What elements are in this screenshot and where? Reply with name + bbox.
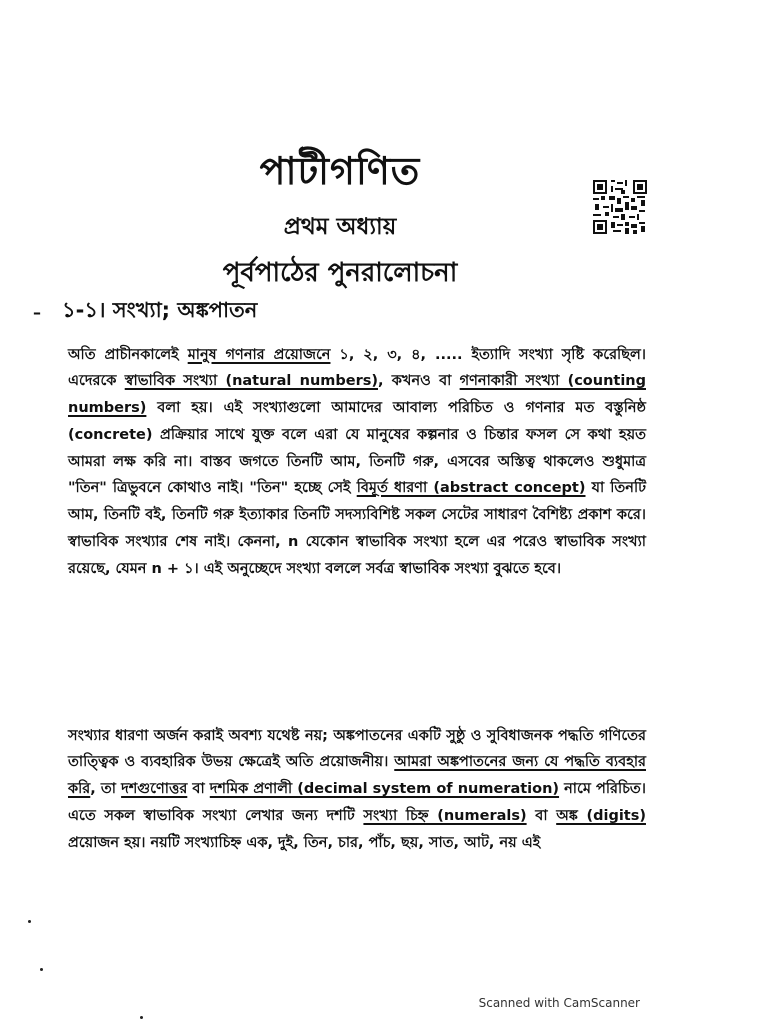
para2-underline-1: আমরা অঙ্কপাতনের জন্য যে পদ্ধতি ব্যবহার করি — [68, 754, 646, 798]
margin-dash: – — [33, 303, 41, 322]
para2-underline-5: অঙ্ক (digits) — [556, 807, 646, 824]
para1-text-4: বলা হয়। এই সংখ্যাগুলো আমাদের আবাল্য পরিচিত ও গণনার মত বস্তুনিষ্ঠ (concrete) প্রক্রিয়ার সাথে যুক্ত বলে এরা যে মানুষের কল্পনার ও চিন্তার ফসল সে কথা হয়ত আমরা লক্ষ করি না। বাস্তব জগতে তিনটি আম, তিনটি গরু, এসবের অস্তিত্ব থাকলেও শুধুমাত্র "তিন" ত্রিভুবনে কোথাও নাই। "তিন" হচ্ছে সেই — [68, 400, 646, 497]
paragraph-natural-numbers — [68, 342, 646, 583]
para2-underline-2: দশগুণোত্তর — [121, 781, 188, 798]
para1-underline-1: মানুষ গণনার প্রয়োজনে — [187, 346, 331, 363]
chapter-heading: প্রথম অধ্যায় — [283, 214, 397, 240]
para1-text-3: , কখনও বা — [378, 373, 460, 390]
para1-text-1: অতি প্রাচীনকালেই — [68, 346, 188, 363]
para2-text-6: প্রয়োজন হয়। নয়টি সংখ্যাচিহ্ন এক, দুই, তিন, চার, পাঁচ, ছয়, সাত, আট, নয় এই — [68, 834, 541, 851]
scanner-watermark: Scanned with CamScanner — [478, 996, 640, 1010]
chapter-subtitle: পূর্বপাঠের পুনরালোচনা — [222, 258, 458, 288]
scan-speck — [40, 968, 43, 971]
qr-code-icon — [591, 178, 649, 236]
para2-underline-4: সংখ্যা চিহ্ন (numerals) — [363, 807, 527, 824]
section-heading: ১-১। সংখ্যা; অঙ্কপাতন — [62, 298, 258, 322]
para2-text-5: বা — [526, 807, 557, 824]
page-title: পাটীগণিত — [259, 149, 421, 193]
para2-text-3: বা — [187, 781, 210, 798]
scan-speck — [28, 920, 31, 923]
para1-text-5: যা তিনটি আম, তিনটি বই, তিনটি গরু ইত্যাকার তিনটি সদস্যবিশিষ্ট সকল সেটের সাধারণ বৈশিষ্ট্য প্রকাশ করে। স্বাভাবিক সংখ্যার শেষ নাই। কেননা, n যেকোন স্বাভাবিক সংখ্যা হলে এর পরেও স্বাভাবিক সংখ্যা রয়েছে, যেমন n + ১। এই অনুচ্ছেদে সংখ্যা বললে সর্বত্র স্বাভাবিক সংখ্যা বুঝতে হবে। — [68, 480, 646, 577]
para1-underline-4: বিমূর্ত ধারণা (abstract concept) — [356, 480, 586, 497]
para1-underline-2: স্বাভাবিক সংখ্যা (natural numbers) — [124, 373, 378, 390]
para1-text-2: ১, ২, ৩, ৪, ..... ইত্যাদি সংখ্যা সৃষ্টি করেছিল। এদেরকে — [68, 346, 646, 390]
para2-text-1: সংখ্যার ধারণা অর্জন করাই অবশ্য যথেষ্ট নয়; অঙ্কপাতনের একটি সুষ্ঠু ও সুবিধাজনক পদ্ধতি গণিতের তাত্ত্বিক ও ব্যবহারিক উভয় ক্ষেত্রেই অতি প্রয়োজনীয়। — [68, 727, 646, 771]
para2-text-4: নামে পরিচিত। এতে সকল স্বাভাবিক সংখ্যা লেখার জন্য দশটি — [68, 781, 646, 824]
scan-speck — [140, 1016, 143, 1019]
para2-underline-3: দশমিক প্রণালী (decimal system of numeration) — [209, 781, 560, 798]
paragraph-numeration — [68, 723, 646, 857]
para2-text-2: , তা — [90, 781, 122, 798]
para1-underline-3: গণনাকারী সংখ্যা (counting numbers) — [68, 373, 646, 417]
